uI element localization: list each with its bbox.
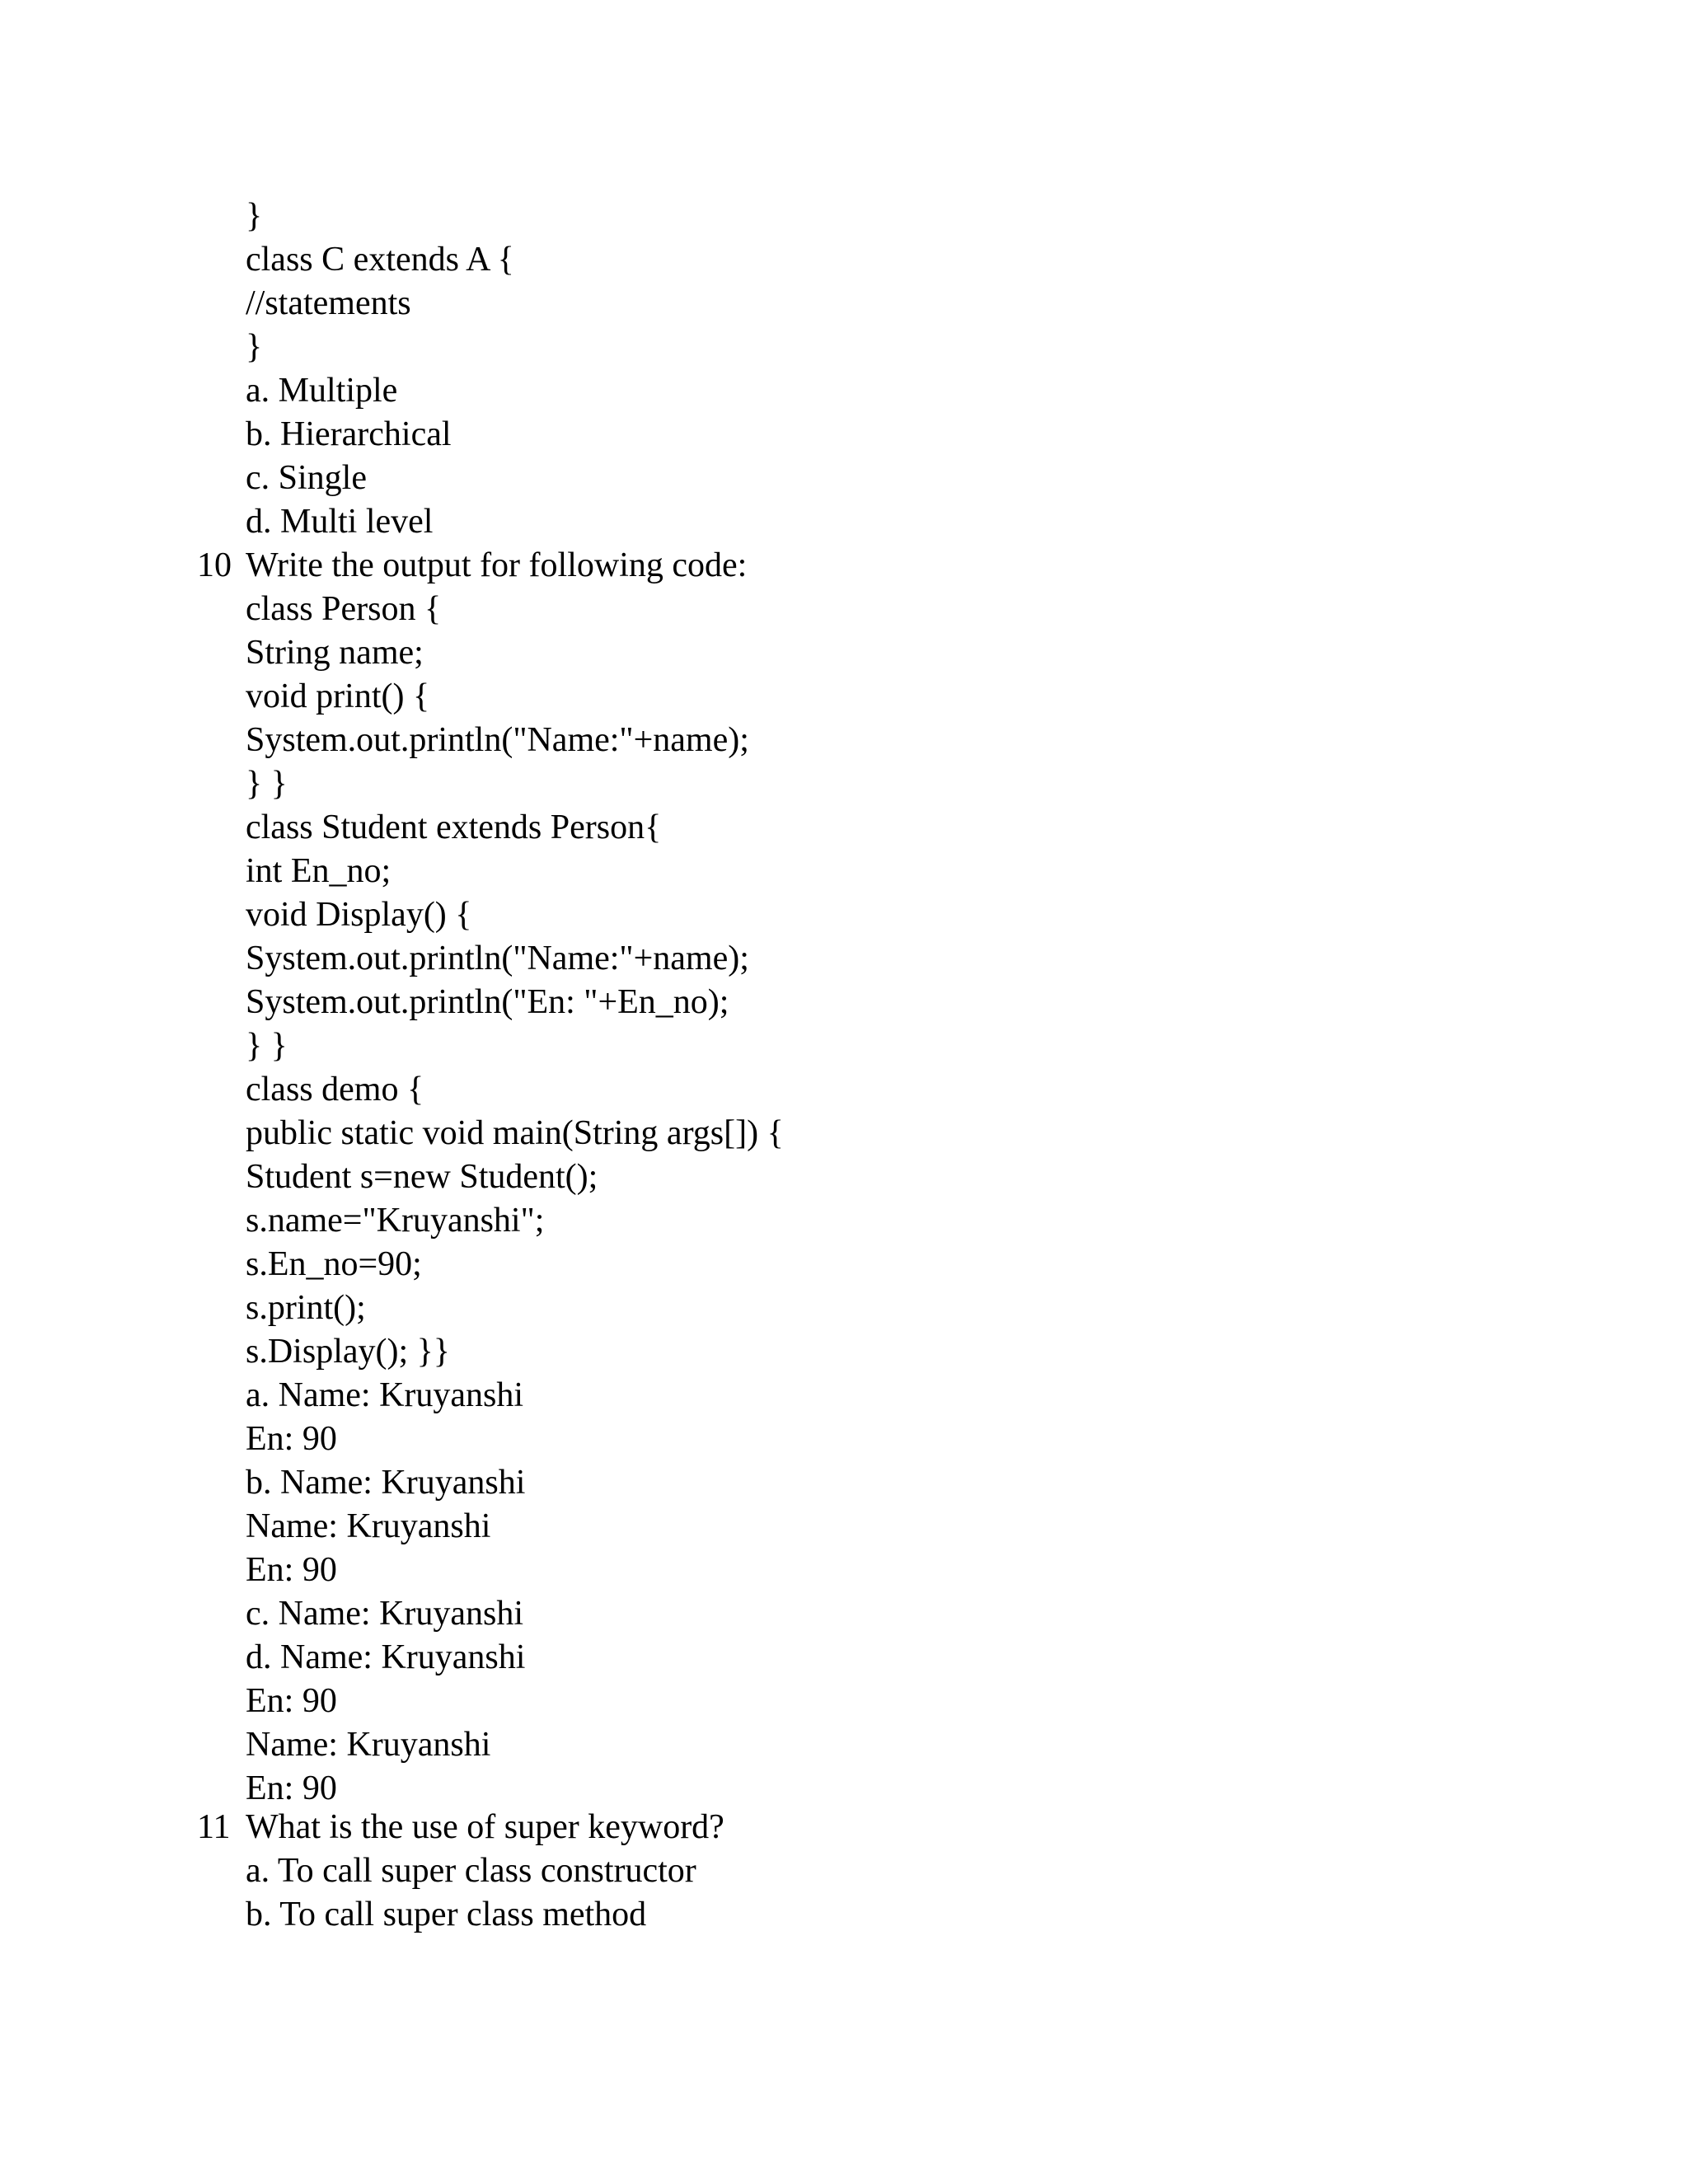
previous-question-continuation [0, 194, 1688, 544]
code-line: class Person { [246, 590, 442, 628]
answer-option: b. Hierarchical [246, 415, 452, 453]
question-11 [0, 1806, 1688, 1937]
question-prompt: What is the use of super keyword? [246, 1808, 724, 1846]
code-line: } } [246, 1027, 288, 1065]
answer-option: d. Name: Kruyanshi [246, 1638, 526, 1676]
question-header [0, 1806, 1688, 1849]
answer-option: d. Multi level [246, 503, 434, 541]
code-line: s.En_no=90; [246, 1245, 422, 1283]
code-line: void print() { [246, 677, 430, 715]
answer-option: b. Name: Kruyanshi [246, 1464, 526, 1502]
code-line: class demo { [246, 1071, 424, 1108]
code-line: Student s=new Student(); [246, 1158, 598, 1196]
code-line: void Display() { [246, 896, 472, 934]
code-line: s.Display(); }} [246, 1333, 450, 1371]
code-line: } } [246, 765, 288, 803]
answer-option-line: En: 90 [246, 1420, 337, 1458]
code-line: //statements [246, 284, 411, 322]
answer-option-line: En: 90 [246, 1551, 337, 1589]
code-line: String name; [246, 634, 424, 672]
code-line: } [246, 328, 263, 366]
answer-option: a. Name: Kruyanshi [246, 1376, 524, 1414]
answer-option-line: En: 90 [246, 1682, 337, 1720]
code-line: s.print(); [246, 1289, 366, 1327]
question-10 [0, 544, 1688, 1811]
question-number: 10 [197, 546, 232, 584]
code-line: System.out.println("Name:"+name); [246, 940, 749, 977]
answer-option: a. To call super class constructor [246, 1852, 696, 1890]
question-prompt: Write the output for following code: [246, 546, 748, 584]
question-header [0, 544, 1688, 588]
code-line: public static void main(String args[]) { [246, 1114, 784, 1152]
code-line: System.out.println("En: "+En_no); [246, 983, 729, 1021]
code-line: int En_no; [246, 852, 392, 890]
code-line: s.name="Kruyanshi"; [246, 1202, 545, 1240]
answer-option-line: Name: Kruyanshi [246, 1726, 491, 1764]
answer-option: c. Name: Kruyanshi [246, 1595, 524, 1633]
answer-option: a. Multiple [246, 372, 398, 410]
question-number: 11 [197, 1808, 231, 1846]
code-line: } [246, 197, 263, 235]
answer-option: b. To call super class method [246, 1896, 647, 1933]
code-line: class C extends A { [246, 241, 514, 279]
answer-option: c. Single [246, 459, 367, 497]
code-line: class Student extends Person{ [246, 808, 662, 846]
answer-option-line: En: 90 [246, 1769, 337, 1807]
code-line: System.out.println("Name:"+name); [246, 721, 749, 759]
answer-option-line: Name: Kruyanshi [246, 1507, 491, 1545]
